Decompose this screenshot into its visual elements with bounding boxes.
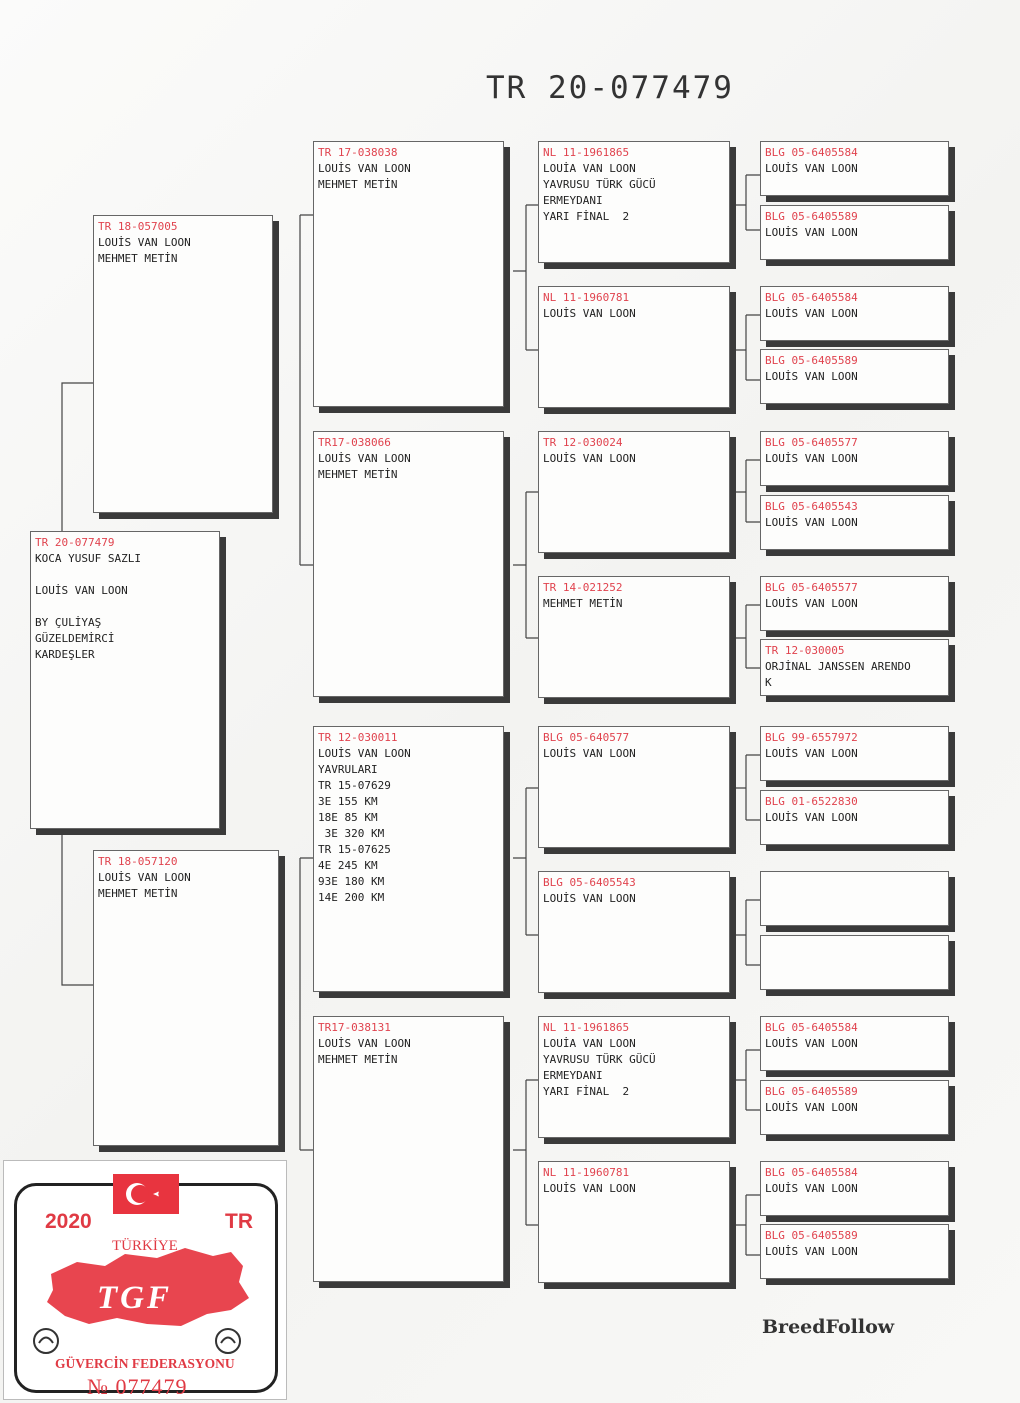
ring-card-country-code: TR (225, 1210, 253, 1233)
pigeon-card-g3-1[interactable] (538, 141, 730, 263)
pigeon-info-line: LOUİS VAN LOON (543, 1182, 636, 1195)
ring-number: BLG 05-6405584 (765, 146, 858, 159)
pigeon-info-line: LOUİS VAN LOON (765, 597, 858, 610)
pigeon-info-line: ORJİNAL JANSSEN ARENDO (765, 660, 911, 673)
pigeon-info-line: LOUİS VAN LOON (543, 892, 636, 905)
ring-number: NL 11-1960781 (543, 1166, 630, 1179)
pigeon-card-sire-dam[interactable] (313, 431, 504, 697)
pigeon-info-line: LOUİS VAN LOON (765, 226, 858, 239)
ring-card-country: TÜRKİYE (112, 1238, 178, 1254)
ring-card-org-name: GÜVERCİN FEDERASYONU (55, 1356, 235, 1371)
pigeon-card-g4-15[interactable] (760, 1161, 949, 1216)
ring-number: BLG 05-640577 (543, 731, 630, 744)
ring-number: TR 14-021252 (543, 581, 623, 594)
pigeon-info-line: LOUİA VAN LOON (543, 1037, 636, 1050)
ring-card (3, 1160, 287, 1400)
pigeon-info-line: GÜZELDEMİRCİ (35, 632, 115, 645)
ring-number: BLG 05-6405589 (765, 1229, 858, 1242)
pigeon-card-g4-3[interactable] (760, 286, 949, 341)
pigeon-emblem-icon (31, 1326, 61, 1356)
pigeon-card-g3-4[interactable] (538, 576, 730, 698)
ring-number: TR17-038066 (318, 436, 391, 449)
ring-number: TR 17-038038 (318, 146, 398, 159)
ring-card-number-value: 077479 (115, 1374, 188, 1399)
pigeon-info-line: LOUİS VAN LOON (318, 1037, 411, 1050)
pigeon-card-g4-14[interactable] (760, 1080, 949, 1135)
pigeon-card-sire-sire[interactable] (313, 141, 504, 407)
ring-number: BLG 05-6405577 (765, 581, 858, 594)
pigeon-info-line: LOUİS VAN LOON (765, 1101, 858, 1114)
ring-card-org-abbr: TGF (97, 1280, 172, 1316)
pigeon-info-line: YARI FİNAL 2 (543, 210, 630, 223)
pigeon-card-dam-dam[interactable] (313, 1016, 504, 1282)
pigeon-info-line: LOUİS VAN LOON (543, 452, 636, 465)
ring-number: BLG 01-6522830 (765, 795, 858, 808)
pigeon-info-line: 18E 85 KM (318, 811, 378, 824)
ring-number: NL 11-1960781 (543, 291, 630, 304)
pigeon-card-g3-3[interactable] (538, 431, 730, 553)
pigeon-info-line (35, 599, 215, 615)
pigeon-info-line: LOUİS VAN LOON (765, 452, 858, 465)
pigeon-info-line: BY ÇULİYAŞ (35, 616, 102, 629)
pigeon-card-g4-8[interactable] (760, 639, 949, 696)
ring-number: BLG 05-6405589 (765, 210, 858, 223)
pigeon-info-line: LOUİS VAN LOON (318, 747, 411, 760)
pigeon-card-g4-6[interactable] (760, 495, 949, 550)
ring-number: BLG 05-6405589 (765, 1085, 858, 1098)
pigeon-card-g4-13[interactable] (760, 1016, 949, 1071)
pigeon-info-line: LOUİS VAN LOON (98, 871, 191, 884)
ring-number: TR 18-057120 (98, 855, 178, 868)
pigeon-info-line: YARI FİNAL 2 (543, 1085, 630, 1098)
pigeon-info-line: K (765, 676, 772, 689)
pigeon-info-line: LOUİS VAN LOON (765, 307, 858, 320)
pigeon-card-g4-1[interactable] (760, 141, 949, 196)
pigeon-card-g3-2[interactable] (538, 286, 730, 408)
pigeon-card-g4-2[interactable] (760, 205, 949, 260)
ring-number: TR 12-030011 (318, 731, 398, 744)
ring-number: TR 12-030005 (765, 644, 845, 657)
pigeon-info-line: LOUİS VAN LOON (543, 747, 636, 760)
pigeon-info-line: YAVRULARI (318, 763, 378, 776)
pigeon-info-line: MEHMET METİN (318, 178, 398, 191)
ring-number: BLG 05-6405584 (765, 1021, 858, 1034)
pigeon-info-line: KOCA YUSUF SAZLI (35, 552, 141, 565)
pigeon-info-line: 14E 200 KM (318, 891, 385, 904)
pigeon-info-line: MEHMET METİN (318, 468, 398, 481)
pigeon-info-line: LOUİS VAN LOON (318, 452, 411, 465)
pigeon-info-line: LOUİS VAN LOON (98, 236, 191, 249)
pigeon-card-g3-8[interactable] (538, 1161, 730, 1283)
ring-number: BLG 05-6405584 (765, 291, 858, 304)
pigeon-info-line: 3E 155 KM (318, 795, 378, 808)
ring-number: BLG 05-6405589 (765, 354, 858, 367)
pigeon-card-g4-5[interactable] (760, 431, 949, 486)
pigeon-card-g4-9[interactable] (760, 726, 949, 781)
pigeon-info-line: MEHMET METİN (98, 887, 178, 900)
pigeon-info-line: LOUİS VAN LOON (765, 516, 858, 529)
ring-number: TR 18-057005 (98, 220, 178, 233)
pigeon-card-g3-5[interactable] (538, 726, 730, 848)
pigeon-info-line: TR 15-07625 (318, 843, 391, 856)
pigeon-card-g4-12[interactable] (760, 935, 949, 990)
pigeon-info-line: 93E 180 KM (318, 875, 385, 888)
pigeon-card-dam-sire[interactable] (313, 726, 504, 992)
pigeon-info-line (35, 567, 215, 583)
ring-number: TR 12-030024 (543, 436, 623, 449)
pigeon-card-sire[interactable] (93, 215, 273, 513)
ring-number: BLG 05-6405584 (765, 1166, 858, 1179)
pigeon-info-line: LOUİS VAN LOON (765, 162, 858, 175)
pigeon-info-line: KARDEŞLER (35, 648, 95, 661)
pigeon-info-line: LOUİS VAN LOON (765, 1037, 858, 1050)
pigeon-card-g4-10[interactable] (760, 790, 949, 845)
pigeon-emblem-icon-right (213, 1326, 243, 1356)
pigeon-info-line: LOUİS VAN LOON (765, 370, 858, 383)
pigeon-info-line: LOUİS VAN LOON (543, 307, 636, 320)
pigeon-card-g4-16[interactable] (760, 1224, 949, 1279)
ring-number: NL 11-1961865 (543, 1021, 630, 1034)
pigeon-info-line: LOUİS VAN LOON (765, 811, 858, 824)
ring-card-frame (14, 1183, 278, 1399)
brand-logo: BreedFollow (762, 1316, 895, 1338)
pigeon-card-dam[interactable] (93, 850, 279, 1146)
pigeon-info-line: LOUİS VAN LOON (318, 162, 411, 175)
ring-number: BLG 99-6557972 (765, 731, 858, 744)
pigeon-info-line: 4E 245 KM (318, 859, 378, 872)
turkish-flag-icon (113, 1174, 179, 1214)
pedigree-title: TR 20-077479 (486, 70, 734, 106)
ring-number: BLG 05-6405543 (765, 500, 858, 513)
pigeon-info-line: LOUİA VAN LOON (543, 162, 636, 175)
pigeon-info-line: LOUİS VAN LOON (35, 584, 128, 597)
ring-card-number (87, 1374, 188, 1400)
pigeon-info-line: ERMEYDANI (543, 1069, 603, 1082)
pigeon-card-g4-11[interactable] (760, 871, 949, 926)
ring-number: BLG 05-6405543 (543, 876, 636, 889)
pigeon-info-line: TR 15-07629 (318, 779, 391, 792)
pigeon-card-g3-7[interactable] (538, 1016, 730, 1138)
pigeon-info-line: YAVRUSU TÜRK GÜCÜ (543, 1053, 656, 1066)
pigeon-info-line: MEHMET METİN (98, 252, 178, 265)
ring-number: TR17-038131 (318, 1021, 391, 1034)
ring-number: BLG 05-6405577 (765, 436, 858, 449)
pigeon-info-line: ERMEYDANI (543, 194, 603, 207)
pigeon-card-g4-4[interactable] (760, 349, 949, 404)
ring-card-number-label: № (87, 1374, 116, 1399)
pigeon-info-line: LOUİS VAN LOON (765, 747, 858, 760)
ring-number: TR 20-077479 (35, 536, 115, 549)
pigeon-info-line: LOUİS VAN LOON (765, 1245, 858, 1258)
pigeon-info-line: MEHMET METİN (543, 597, 623, 610)
pigeon-card-subject[interactable] (30, 531, 220, 829)
pigeon-info-line: LOUİS VAN LOON (765, 1182, 858, 1195)
pigeon-info-line: YAVRUSU TÜRK GÜCÜ (543, 178, 656, 191)
ring-number: NL 11-1961865 (543, 146, 630, 159)
pigeon-card-g3-6[interactable] (538, 871, 730, 993)
pigeon-card-g4-7[interactable] (760, 576, 949, 631)
ring-card-year: 2020 (45, 1210, 92, 1233)
pigeon-info-line: 3E 320 KM (318, 827, 385, 840)
pigeon-info-line: MEHMET METİN (318, 1053, 398, 1066)
